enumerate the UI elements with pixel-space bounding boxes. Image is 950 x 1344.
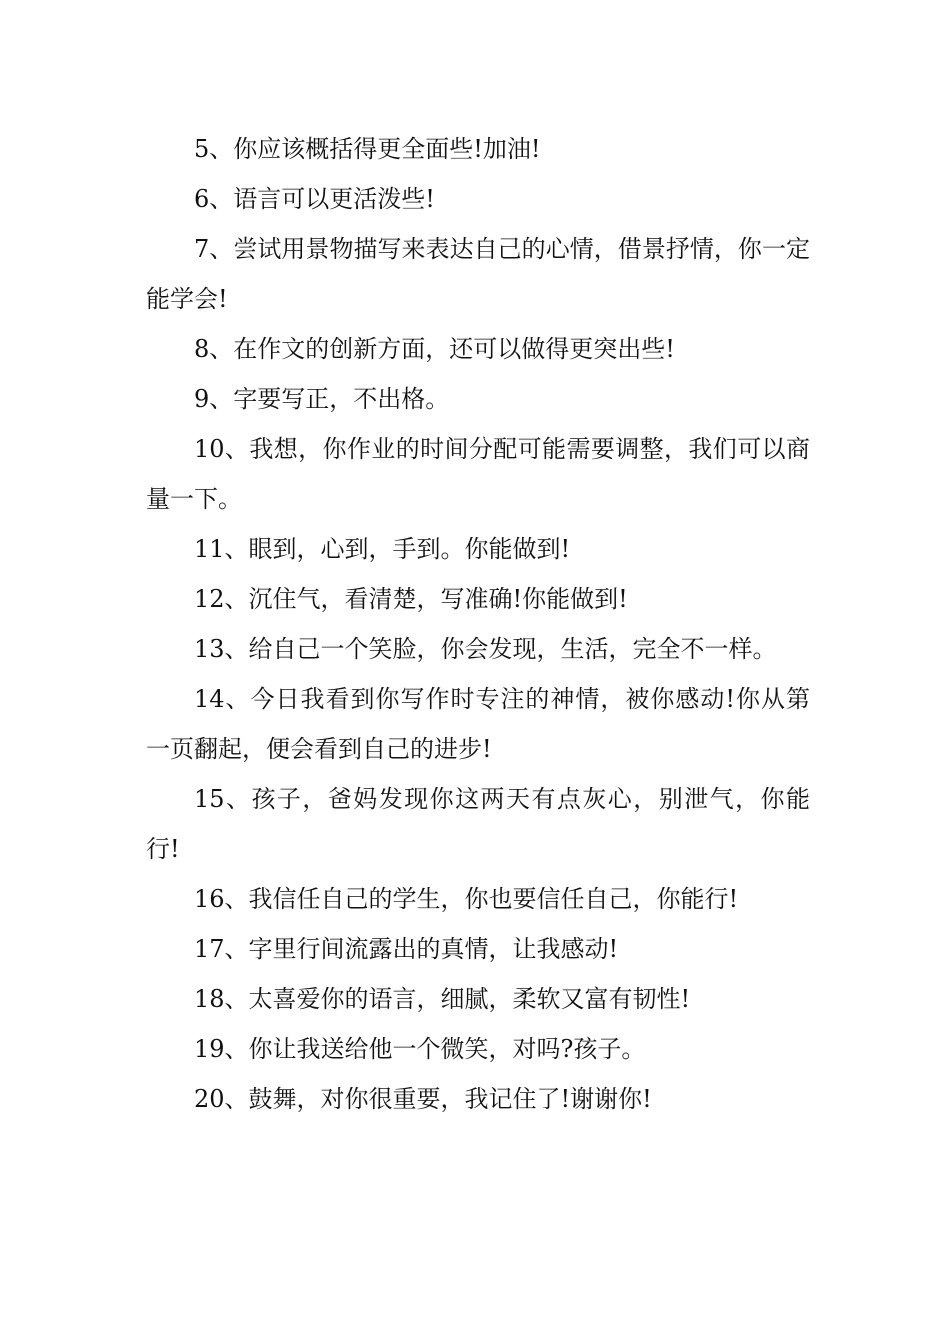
paragraph-18: 18、太喜爱你的语言，细腻，柔软又富有韧性!: [194, 985, 691, 1013]
paragraph-14: 14、今日我看到你写作时专注的神情，被你感动!你从第一页翻起，便会看到自己的进步!: [146, 685, 810, 763]
paragraph-6: 6、语言可以更活泼些!: [194, 185, 435, 213]
paragraph-17: 17、字里行间流露出的真情，让我感动!: [194, 935, 619, 963]
paragraph-11: 11、眼到，心到，手到。你能做到!: [194, 535, 571, 563]
paragraph-19: 19、你让我送给他一个微笑，对吗?孩子。: [194, 1035, 646, 1063]
paragraph-10: 10、我想，你作业的时间分配可能需要调整，我们可以商量一下。: [146, 435, 810, 513]
paragraph-7: 7、尝试用景物描写来表达自己的心情，借景抒情，你一定能学会!: [146, 235, 810, 313]
paragraph-16: 16、我信任自己的学生，你也要信任自己，你能行!: [194, 885, 739, 913]
document-body: [146, 124, 810, 1124]
paragraph-13: 13、给自己一个笑脸，你会发现，生活，完全不一样。: [194, 635, 777, 663]
paragraph-9: 9、字要写正，不出格。: [194, 385, 450, 413]
paragraph-12: 12、沉住气，看清楚，写准确!你能做到!: [194, 585, 628, 613]
paragraph-8: 8、在作文的创新方面，还可以做得更突出些!: [194, 335, 675, 363]
paragraph-20: 20、鼓舞，对你很重要，我记住了!谢谢你!: [194, 1085, 652, 1113]
paragraph-15: 15、孩子，爸妈发现你这两天有点灰心，别泄气，你能行!: [146, 785, 810, 863]
paragraph-5: 5、你应该概括得更全面些!加油!: [194, 135, 541, 163]
